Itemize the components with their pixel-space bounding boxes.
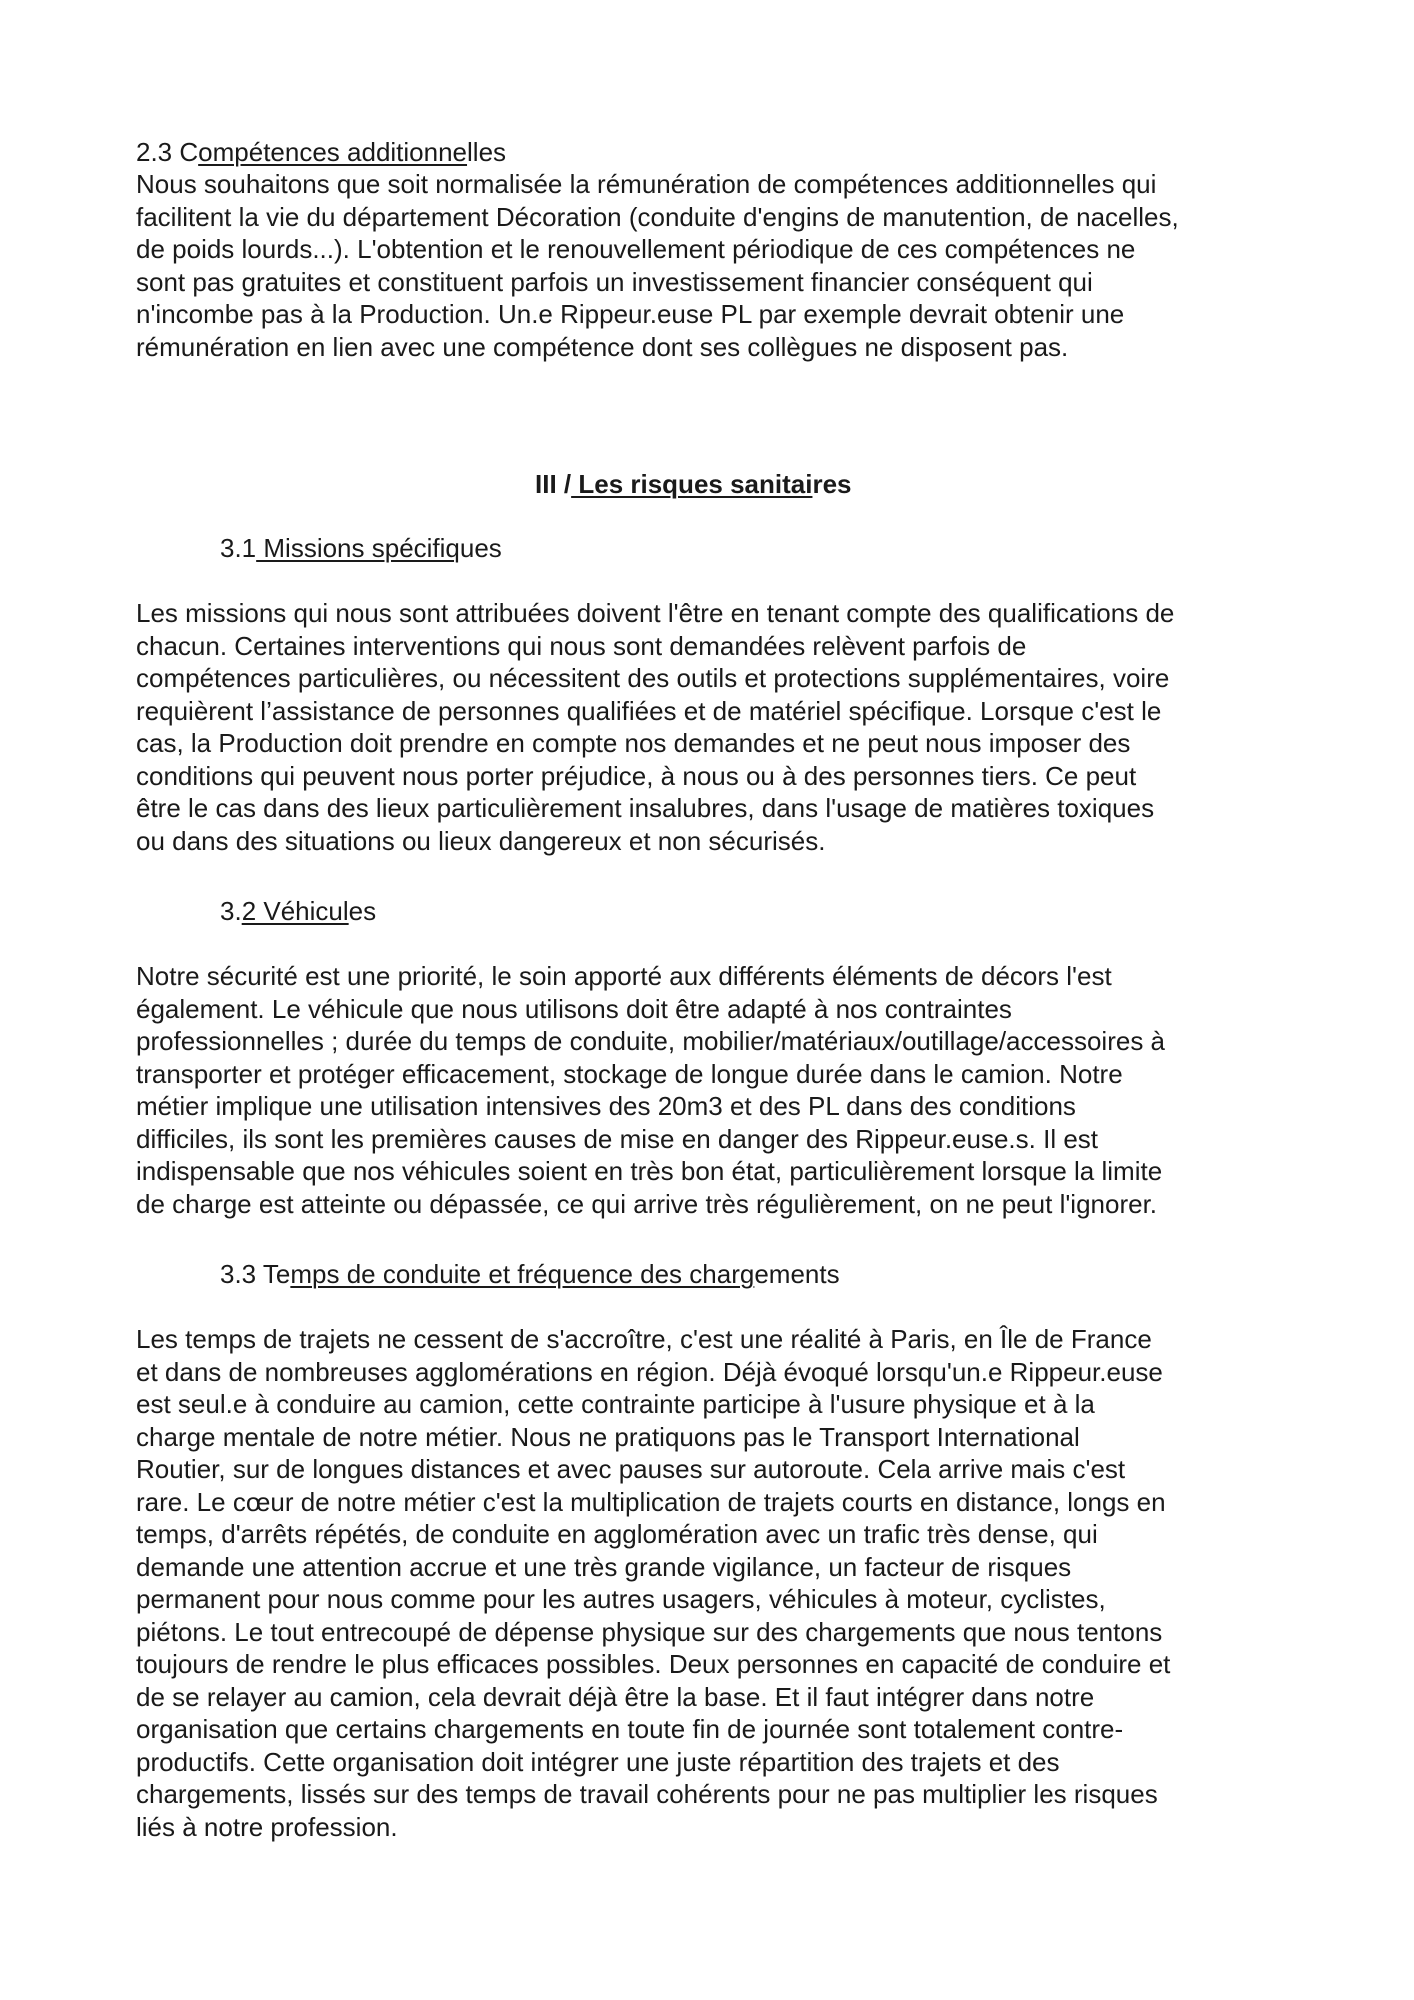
heading-3-3-underlined: mps de conduite et fréquence des charg xyxy=(290,1259,755,1289)
paragraph-2-3 xyxy=(136,168,1296,363)
text-line: de se relayer au camion, cela devrait déjà être la base. Et il faut intégrer dans notre xyxy=(136,1681,1095,1712)
text-line: indispensable que nos véhicules soient en très bon état, particulièrement lorsque la limite xyxy=(136,1156,1163,1186)
heading-3-1-suffix: ues xyxy=(459,533,502,563)
text-line: professionnelles ; durée du temps de conduite, mobilier/matériaux/outillage/accessoires à xyxy=(136,1026,1166,1056)
paragraph-3-2 xyxy=(136,960,1296,1220)
part-3-title-suffix: res xyxy=(812,469,852,499)
text-line: et dans de nombreuses agglomérations en région. Déjà évoqué lorsqu'un.e Rippeur.euse xyxy=(136,1356,1163,1387)
text-line: facilitent la vie du département Décoration (conduite d'engins de manutention, de nacelles, xyxy=(136,201,1179,232)
text-line: chargements, lissés sur des temps de travail cohérents pour ne pas multiplier les risques xyxy=(136,1779,1158,1809)
heading-3-2-underlined: 2 Véhicul xyxy=(241,896,349,926)
text-line: piétons. Le tout entrecoupé de dépense physique sur des chargements que nous tentons xyxy=(136,1616,1163,1647)
text-line: de poids lourds...). L'obtention et le renouvellement périodique de ces compétences ne xyxy=(136,234,1136,264)
text-line: sont pas gratuites et constituent parfois un investissement financier conséquent qui xyxy=(136,266,1093,297)
part-3-title xyxy=(535,468,852,501)
heading-2-3-prefix: 2.3 C xyxy=(136,137,199,167)
text-line: conditions qui peuvent nous porter préjudice, à nous ou à des personnes tiers. Ce peut xyxy=(136,760,1137,791)
paragraph-3-1 xyxy=(136,597,1296,857)
heading-3-3-suffix: ements xyxy=(754,1259,840,1289)
text-line: charge mentale de notre métier. Nous ne pratiquons pas le Transport International xyxy=(136,1421,1080,1452)
paragraph-3-3 xyxy=(136,1323,1296,1843)
heading-3-3 xyxy=(220,1258,840,1291)
text-line: Les missions qui nous sont attribuées doivent l'être en tenant compte des qualifications de xyxy=(136,598,1175,628)
text-line: est seul.e à conduire au camion, cette contrainte participe à l'usure physique et à la xyxy=(136,1389,1095,1419)
text-line: compétences particulières, ou nécessitent des outils et protections supplémentaires, voire xyxy=(136,663,1170,693)
text-line: organisation que certains chargements en toute fin de journée sont totalement contre- xyxy=(136,1714,1124,1744)
text-line: de charge est atteinte ou dépassée, ce qui arrive très régulièrement, on ne peut l'ignorer. xyxy=(136,1188,1158,1219)
text-line: transporter et protéger efficacement, stockage de longue durée dans le camion. Notre xyxy=(136,1058,1123,1089)
text-line: également. Le véhicule que nous utilisons doit être adapté à nos contraintes xyxy=(136,993,1012,1024)
heading-3-3-prefix: 3.3 Te xyxy=(220,1259,291,1289)
text-line: métier implique une utilisation intensives des 20m3 et des PL dans des conditions xyxy=(136,1091,1076,1121)
text-line: permanent pour nous comme pour les autres usagers, véhicules à moteur, cyclistes, xyxy=(136,1584,1106,1614)
text-line: chacun. Certaines interventions qui nous sont demandées relèvent parfois de xyxy=(136,630,1027,661)
text-line: Notre sécurité est une priorité, le soin apporté aux différents éléments de décors l'est xyxy=(136,961,1112,991)
text-line: rare. Le cœur de notre métier c'est la multiplication de trajets courts en distance, longs en xyxy=(136,1486,1166,1517)
heading-3-2 xyxy=(220,895,376,928)
heading-2-3 xyxy=(136,136,506,169)
text-line: difficiles, ils sont les premières causes de mise en danger des Rippeur.euse.s. Il est xyxy=(136,1123,1098,1154)
text-line: requièrent l’assistance de personnes qualifiées et de matériel spécifique. Lorsque c'est le xyxy=(136,695,1162,726)
text-line: Routier, sur de longues distances et avec pauses sur autoroute. Cela arrive mais c'est xyxy=(136,1454,1126,1484)
heading-3-1 xyxy=(220,532,502,565)
heading-2-3-underlined: ompétences additionne xyxy=(198,137,468,167)
text-line: ou dans des situations ou lieux dangereux et non sécurisés. xyxy=(136,825,826,856)
text-line: demande une attention accrue et une très grande vigilance, un facteur de risques xyxy=(136,1551,1072,1582)
part-3-title-prefix: III / xyxy=(535,469,572,499)
heading-3-2-prefix: 3. xyxy=(220,896,242,926)
text-line: Les temps de trajets ne cessent de s'accroître, c'est une réalité à Paris, en Île de France xyxy=(136,1324,1152,1354)
text-line: Nous souhaitons que soit normalisée la rémunération de compétences additionnelles qui xyxy=(136,169,1157,199)
part-3-title-underlined: Les risques sanitai xyxy=(571,469,813,499)
heading-3-1-prefix: 3.1 xyxy=(220,533,257,563)
text-line: productifs. Cette organisation doit intégrer une juste répartition des trajets et des xyxy=(136,1746,1060,1777)
text-line: temps, d'arrêts répétés, de conduite en agglomération avec un trafic très dense, qui xyxy=(136,1519,1098,1549)
heading-3-1-underlined: Missions spécifiq xyxy=(256,533,460,563)
heading-2-3-suffix: lles xyxy=(467,137,507,167)
text-line: rémunération en lien avec une compétence dont ses collègues ne disposent pas. xyxy=(136,331,1069,362)
text-line: cas, la Production doit prendre en compte nos demandes et ne peut nous imposer des xyxy=(136,728,1131,758)
text-line: être le cas dans des lieux particulièrement insalubres, dans l'usage de matières toxiques xyxy=(136,793,1155,823)
text-line: liés à notre profession. xyxy=(136,1811,398,1842)
text-line: toujours de rendre le plus efficaces possibles. Deux personnes en capacité de conduire et xyxy=(136,1649,1171,1679)
heading-3-2-suffix: es xyxy=(348,896,377,926)
text-line: n'incombe pas à la Production. Un.e Rippeur.euse PL par exemple devrait obtenir une xyxy=(136,299,1125,329)
